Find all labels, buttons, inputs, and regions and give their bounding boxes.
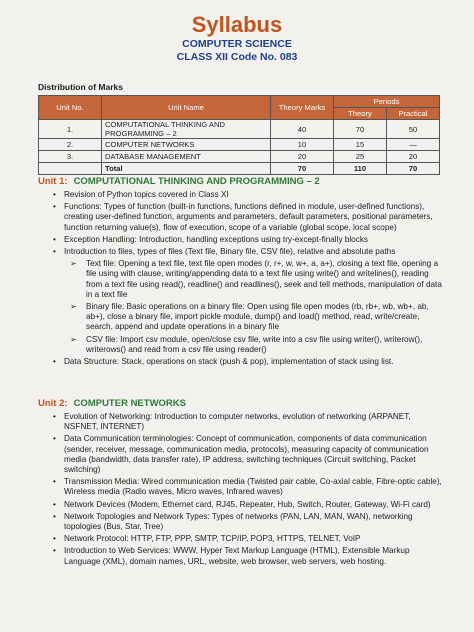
subtitle [0, 38, 474, 64]
list-item [50, 247, 446, 355]
list-item: • Network Topologies and Network Types: Types of networks (PAN, LAN, MAN, WAN), networking topologies (Bus, Star, Tree) [50, 512, 446, 532]
header-theory-marks: Theory Marks [271, 96, 334, 120]
table-row [39, 120, 440, 139]
page-title: Syllabus [191, 12, 283, 37]
list-item: • Introduction to Web Services: WWW, Hyper Text Markup Language (HTML), Extensible Markup Language (XML), domain names, URL, website, web browser, web servers, web hosting. [50, 546, 446, 566]
unit2-label: Unit 2: [38, 398, 68, 409]
list-item-text: Introduction to files, types of files (Text file, Binary file, CSV file), relative and absolute paths [64, 247, 396, 257]
list-item: • Evolution of Networking: Introduction to computer networks, evolution of networking (ARPANET, NSFNET, INTERNET) [50, 412, 446, 432]
list-item: • Data Structure: Stack, operations on stack (push & pop), implementation of stack using list. [50, 357, 446, 367]
header-periods: Periods [334, 96, 440, 108]
list-item: • Network Devices (Modem, Ethernet card, RJ45, Repeater, Hub, Switch, Router, Gateway, Wi-Fi card) [50, 500, 446, 510]
header-theory: Theory [334, 108, 387, 120]
sub-list-item [70, 335, 446, 355]
header-unit-no: Unit No. [39, 96, 102, 120]
sub-list-item [70, 302, 446, 333]
sub-list-item [70, 259, 446, 300]
row-theory: 15 [334, 139, 387, 151]
unit1-name: COMPUTATIONAL THINKING AND PROGRAMMING – 2 [73, 176, 320, 187]
row-theory: 25 [334, 151, 387, 163]
arrow-bullet-icon: ➢ [70, 302, 77, 312]
row-practical: — [387, 139, 440, 151]
unit1-content [50, 190, 446, 369]
header-practical: Practical [387, 108, 440, 120]
row-unit-name: DATABASE MANAGEMENT [102, 151, 271, 163]
row-unit-no: 1. [39, 120, 102, 139]
arrow-bullet-icon: ➢ [70, 334, 77, 344]
row-unit-no: 2. [39, 139, 102, 151]
total-practical: 70 [387, 163, 440, 175]
row-unit-name: COMPUTER NETWORKS [102, 139, 271, 151]
list-item: • Revision of Python topics covered in Class XI [50, 190, 446, 200]
unit2-heading [38, 398, 186, 409]
unit1-heading [38, 176, 320, 187]
marks-table [38, 95, 440, 175]
row-theory: 70 [334, 120, 387, 139]
unit1-label: Unit 1: [38, 176, 68, 187]
total-empty [39, 163, 102, 175]
table-row [39, 151, 440, 163]
sub-list-item-text: Binary file: Basic operations on a binary file: Open using file open modes (rb, rb+, wb, wb+, ab, ab+), close a binary file, import pickle module, dump() and load() method, read, write/create, search, append and update operations in a binary file [86, 302, 429, 332]
distribution-label: Distribution of Marks [38, 82, 124, 92]
total-marks: 70 [271, 163, 334, 175]
row-marks: 10 [271, 139, 334, 151]
table-row [39, 139, 440, 151]
list-item: • Transmission Media: Wired communication media (Twisted pair cable, Co-axial cable, Fibre-optic cable), Wireless media (Radio waves, Micro waves, Infrared waves) [50, 477, 446, 497]
unit2-content [50, 412, 446, 569]
row-practical: 20 [387, 151, 440, 163]
header-unit-name: Unit Name [102, 96, 271, 120]
row-marks: 40 [271, 120, 334, 139]
row-marks: 20 [271, 151, 334, 163]
unit2-name: COMPUTER NETWORKS [73, 398, 186, 409]
total-label: Total [102, 163, 271, 175]
class-code: CLASS XII Code No. 083 [176, 51, 298, 63]
subject-name: COMPUTER SCIENCE [182, 38, 292, 50]
row-unit-name: COMPUTATIONAL THINKING AND PROGRAMMING – 2 [102, 120, 271, 139]
total-theory: 110 [334, 163, 387, 175]
table-total-row [39, 163, 440, 175]
row-practical: 50 [387, 120, 440, 139]
list-item: • Data Communication terminologies: Concept of communication, components of data communication (sender, receiver, message, communication media, protocols), measuring capacity of communication media (bandwidth, data transfer rate), IP address, switching techniques (Circuit switching, Packet switching) [50, 434, 446, 475]
list-item: • Functions: Types of function (built-in functions, functions defined in module, user-defined functions), creating user-defined function, arguments and parameters, default parameters, positional parameters, function returning value(s), flow of execution, scope of a variable (global scope, local scope) [50, 202, 446, 233]
arrow-bullet-icon: ➢ [70, 259, 77, 269]
list-item: • Network Protocol: HTTP, FTP, PPP, SMTP, TCP/IP, POP3, HTTPS, TELNET, VoIP [50, 534, 446, 544]
sub-list-item-text: Text file: Opening a text file, text file open modes (r, r+, w, w+, a, a+), closing a text file, opening a file using with clause, writing/appending data to a text file using write() and writelines(), reading from a text file using read(), readline() and readlines(), seek and tell methods, manipulation of data in a text file [86, 259, 442, 299]
list-item: • Exception Handling: Introduction, handling exceptions using try-except-finally blocks [50, 235, 446, 245]
sub-list-item-text: CSV file: Import csv module, open/close csv file, write into a csv file using writer(), writerow(), writerows() and read from a csv file using reader() [86, 334, 423, 354]
row-unit-no: 3. [39, 151, 102, 163]
